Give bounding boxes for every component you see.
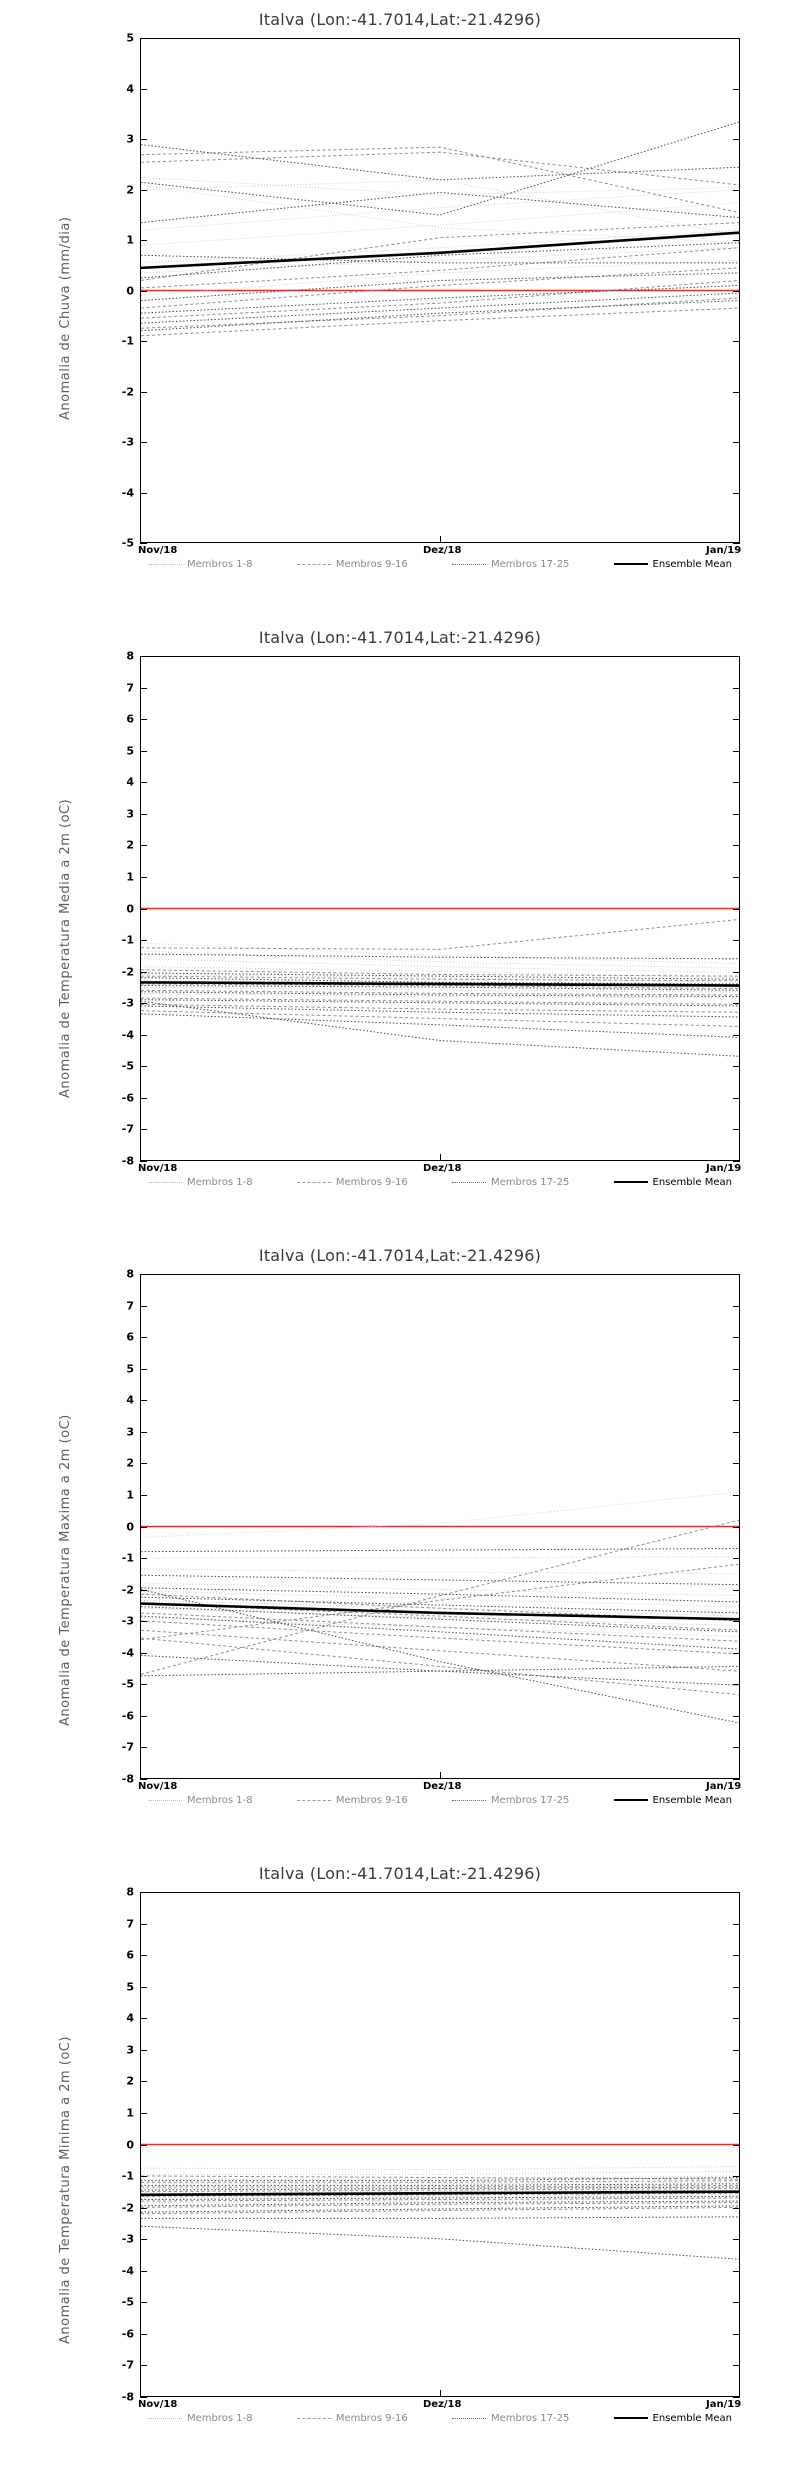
series-line bbox=[141, 982, 739, 985]
series-line bbox=[141, 1583, 739, 1596]
series-line bbox=[141, 1556, 739, 1558]
y-tick-mark-right bbox=[733, 1161, 740, 1162]
legend-swatch-icon bbox=[452, 564, 486, 565]
y-tick-label: 5 bbox=[126, 31, 134, 45]
legend-label: Membros 1-8 bbox=[187, 1176, 253, 1188]
y-tick-label: -5 bbox=[121, 2295, 134, 2309]
legend-item-membros-9-16 bbox=[297, 1795, 408, 1806]
series-line bbox=[141, 268, 739, 308]
y-tick-mark bbox=[140, 543, 147, 544]
y-tick-label: -5 bbox=[121, 1677, 134, 1691]
y-tick-label: -2 bbox=[121, 965, 134, 979]
y-tick-label: -8 bbox=[121, 1772, 134, 1786]
series-line bbox=[141, 1004, 739, 1012]
y-tick-label: -6 bbox=[121, 1709, 134, 1723]
legend bbox=[140, 1789, 740, 1811]
y-tick-label: 3 bbox=[126, 2043, 134, 2057]
legend-label: Ensemble Mean bbox=[652, 558, 732, 570]
series-line bbox=[141, 990, 739, 995]
y-tick-label: -1 bbox=[121, 2169, 134, 2183]
series-line bbox=[141, 1589, 739, 1723]
y-tick-label: -1 bbox=[121, 334, 134, 348]
y-tick-label: 0 bbox=[126, 2138, 134, 2151]
series-line bbox=[141, 1666, 739, 1675]
series-line bbox=[141, 1492, 739, 1538]
legend-label: Membros 17-25 bbox=[490, 1794, 570, 1806]
y-tick-label: -3 bbox=[121, 435, 134, 449]
y-tick-label: 2 bbox=[126, 2074, 134, 2088]
legend-item-ensemble-mean bbox=[614, 1177, 732, 1188]
series-line bbox=[141, 1569, 739, 1574]
x-tick-label: Dez/18 bbox=[423, 1163, 462, 1174]
series-lines bbox=[141, 1275, 739, 1778]
series-line bbox=[141, 2184, 739, 2186]
legend-label: Ensemble Mean bbox=[652, 1794, 732, 1806]
legend-item-membros-9-16 bbox=[297, 559, 408, 570]
series-line bbox=[141, 1014, 739, 1038]
series-line bbox=[141, 2217, 739, 2219]
legend-label: Membros 1-8 bbox=[187, 2412, 253, 2424]
y-tick-label: 5 bbox=[126, 1362, 134, 1376]
x-tick-label: Nov/18 bbox=[138, 2399, 178, 2410]
y-tick-label: 7 bbox=[126, 1299, 134, 1313]
legend-swatch-icon bbox=[297, 2418, 331, 2419]
legend-swatch-icon bbox=[148, 1182, 182, 1183]
legend-swatch-icon bbox=[614, 1799, 648, 1801]
y-tick-label: 1 bbox=[126, 1488, 134, 1502]
legend-item-ensemble-mean bbox=[614, 1795, 732, 1806]
series-line bbox=[141, 273, 739, 301]
y-tick-label: -2 bbox=[121, 1583, 134, 1597]
legend-swatch-icon bbox=[148, 2418, 182, 2419]
series-line bbox=[141, 1575, 739, 1584]
y-tick-label: -3 bbox=[121, 2232, 134, 2246]
series-line bbox=[141, 1638, 739, 1695]
legend-swatch-icon bbox=[148, 564, 182, 565]
y-tick-label: 5 bbox=[126, 1980, 134, 1994]
series-line bbox=[141, 285, 739, 313]
y-tick-label: -2 bbox=[121, 385, 134, 398]
y-tick-label: -4 bbox=[121, 1028, 134, 1042]
chart-panel-max-temperature bbox=[0, 1236, 800, 1854]
y-axis-label: Anomalia de Temperatura Maxima a 2m (oC) bbox=[58, 1414, 73, 1726]
y-tick-label: -1 bbox=[121, 933, 134, 947]
series-line bbox=[141, 243, 739, 278]
legend bbox=[140, 553, 740, 575]
x-tick-label: Nov/18 bbox=[138, 1163, 178, 1174]
y-tick-label: -5 bbox=[121, 1059, 134, 1073]
legend-swatch-icon bbox=[452, 2418, 486, 2419]
series-line bbox=[141, 255, 739, 263]
y-tick-label: 6 bbox=[126, 1330, 134, 1344]
x-tick-label: Dez/18 bbox=[423, 1781, 462, 1792]
y-tick-label: -1 bbox=[121, 1551, 134, 1565]
series-line bbox=[141, 920, 739, 950]
x-tick-label: Nov/18 bbox=[138, 545, 178, 556]
series-line bbox=[141, 1655, 739, 1685]
legend-label: Membros 9-16 bbox=[335, 1176, 408, 1188]
series-line bbox=[141, 122, 739, 215]
legend-swatch-icon bbox=[297, 1800, 331, 1801]
y-tick-label: 6 bbox=[126, 712, 134, 726]
legend-item-membros-1-8 bbox=[148, 2413, 253, 2424]
y-tick-label: 1 bbox=[126, 870, 134, 884]
series-line bbox=[141, 1549, 739, 1552]
legend-item-membros-9-16 bbox=[297, 2413, 408, 2424]
y-axis-label: Anomalia de Chuva (mm/dia) bbox=[58, 216, 73, 420]
y-tick-label: -4 bbox=[121, 486, 134, 499]
legend-label: Ensemble Mean bbox=[652, 2412, 732, 2424]
y-tick-label: 4 bbox=[126, 82, 134, 95]
series-line bbox=[141, 2171, 739, 2174]
y-tick-label: -3 bbox=[121, 996, 134, 1010]
legend-label: Membros 9-16 bbox=[335, 1794, 408, 1806]
y-tick-mark bbox=[140, 2397, 147, 2398]
chart-panel-mean-temperature bbox=[0, 618, 800, 1236]
plot-area bbox=[140, 656, 740, 1161]
y-tick-label: -2 bbox=[121, 2201, 134, 2215]
y-tick-label: 4 bbox=[126, 1393, 134, 1407]
legend-item-membros-17-25 bbox=[452, 559, 569, 570]
legend-swatch-icon bbox=[452, 1182, 486, 1183]
y-tick-label: -6 bbox=[121, 2327, 134, 2341]
y-tick-label: 3 bbox=[126, 1425, 134, 1439]
x-tick-label: Jan/19 bbox=[706, 2399, 742, 2410]
x-tick-label: Nov/18 bbox=[138, 1781, 178, 1792]
y-tick-label: 2 bbox=[126, 1456, 134, 1470]
y-tick-label: -7 bbox=[121, 1740, 134, 1754]
panel-title: Italva (Lon:-41.7014,Lat:-21.4296) bbox=[258, 1246, 542, 1265]
y-tick-label: -7 bbox=[121, 2358, 134, 2372]
y-tick-label: 0 bbox=[126, 1520, 134, 1533]
legend-item-membros-1-8 bbox=[148, 1795, 253, 1806]
y-axis-label: Anomalia de Temperatura Minima a 2m (oC) bbox=[58, 2036, 73, 2344]
series-line bbox=[141, 1616, 739, 1649]
series-line bbox=[141, 280, 739, 318]
legend-item-membros-17-25 bbox=[452, 1177, 569, 1188]
y-tick-label: 0 bbox=[126, 284, 134, 297]
y-tick-label: 4 bbox=[126, 2011, 134, 2025]
legend-item-membros-9-16 bbox=[297, 1177, 408, 1188]
x-tick-label: Jan/19 bbox=[706, 1781, 742, 1792]
legend-item-membros-17-25 bbox=[452, 1795, 569, 1806]
y-tick-mark bbox=[140, 1779, 147, 1780]
legend-swatch-icon bbox=[297, 564, 331, 565]
y-tick-label: -8 bbox=[121, 2390, 134, 2404]
legend-label: Membros 17-25 bbox=[490, 2412, 570, 2424]
legend-label: Ensemble Mean bbox=[652, 1176, 732, 1188]
series-line bbox=[141, 293, 739, 323]
series-line bbox=[141, 998, 739, 1004]
series-line bbox=[141, 2192, 739, 2195]
y-tick-label: 4 bbox=[126, 775, 134, 789]
y-tick-label: 7 bbox=[126, 1917, 134, 1931]
y-tick-label: 2 bbox=[126, 183, 134, 196]
y-tick-label: -8 bbox=[121, 1154, 134, 1168]
y-tick-label: -3 bbox=[121, 1614, 134, 1628]
y-tick-label: -5 bbox=[121, 536, 134, 550]
legend-label: Membros 9-16 bbox=[335, 558, 408, 570]
plot-area bbox=[140, 1274, 740, 1779]
y-tick-label: 2 bbox=[126, 838, 134, 852]
y-tick-label: 3 bbox=[126, 807, 134, 821]
series-line bbox=[141, 308, 739, 336]
legend-swatch-icon bbox=[614, 563, 648, 565]
plot-area bbox=[140, 1892, 740, 2397]
series-lines bbox=[141, 39, 739, 542]
y-tick-mark-right bbox=[733, 2397, 740, 2398]
panel-title: Italva (Lon:-41.7014,Lat:-21.4296) bbox=[258, 628, 542, 647]
legend-label: Membros 17-25 bbox=[490, 558, 570, 570]
series-line bbox=[141, 1000, 739, 1006]
y-tick-label: 1 bbox=[126, 2106, 134, 2120]
series-line bbox=[141, 954, 739, 959]
series-line bbox=[141, 951, 739, 968]
legend-label: Membros 1-8 bbox=[187, 558, 253, 570]
series-line bbox=[141, 185, 739, 243]
y-tick-label: 1 bbox=[126, 233, 134, 247]
series-line bbox=[141, 2207, 739, 2213]
y-tick-label: 8 bbox=[126, 1885, 134, 1899]
panel-title: Italva (Lon:-41.7014,Lat:-21.4296) bbox=[258, 1864, 542, 1883]
y-tick-mark-right bbox=[733, 543, 740, 544]
x-tick-label: Jan/19 bbox=[706, 1163, 742, 1174]
chart-panel-precipitation bbox=[0, 0, 800, 618]
series-line bbox=[141, 1588, 739, 1602]
x-tick-label: Jan/19 bbox=[706, 545, 742, 556]
y-tick-label: 7 bbox=[126, 681, 134, 695]
legend-label: Membros 17-25 bbox=[490, 1176, 570, 1188]
y-tick-label: 0 bbox=[126, 902, 134, 915]
series-line bbox=[141, 298, 739, 328]
legend-label: Membros 9-16 bbox=[335, 2412, 408, 2424]
y-tick-label: -4 bbox=[121, 2264, 134, 2278]
y-tick-mark-right bbox=[733, 1779, 740, 1780]
series-line bbox=[141, 1630, 739, 1671]
series-line bbox=[141, 190, 739, 230]
series-line bbox=[141, 943, 739, 963]
series-lines bbox=[141, 1893, 739, 2396]
legend-swatch-icon bbox=[297, 1182, 331, 1183]
y-tick-label: 8 bbox=[126, 649, 134, 663]
y-tick-label: 8 bbox=[126, 1267, 134, 1281]
legend-swatch-icon bbox=[614, 1181, 648, 1183]
series-line bbox=[141, 970, 739, 976]
legend-swatch-icon bbox=[148, 1800, 182, 1801]
y-tick-label: 6 bbox=[126, 1948, 134, 1962]
x-tick-label: Dez/18 bbox=[423, 2399, 462, 2410]
x-tick-label: Dez/18 bbox=[423, 545, 462, 556]
legend-label: Membros 1-8 bbox=[187, 1794, 253, 1806]
plot-area bbox=[140, 38, 740, 543]
legend-swatch-icon bbox=[452, 1800, 486, 1801]
legend bbox=[140, 2407, 740, 2429]
y-tick-label: -7 bbox=[121, 1122, 134, 1136]
y-axis-label: Anomalia de Temperatura Media a 2m (oC) bbox=[58, 798, 73, 1098]
legend-swatch-icon bbox=[614, 2417, 648, 2419]
y-tick-label: -6 bbox=[121, 1091, 134, 1105]
series-line bbox=[141, 2198, 739, 2201]
series-line bbox=[141, 192, 739, 222]
legend-item-membros-17-25 bbox=[452, 2413, 569, 2424]
legend-item-membros-1-8 bbox=[148, 559, 253, 570]
series-line bbox=[141, 230, 739, 263]
series-lines bbox=[141, 657, 739, 1160]
y-tick-label: 5 bbox=[126, 744, 134, 758]
y-tick-mark bbox=[140, 1161, 147, 1162]
series-line bbox=[141, 1011, 739, 1027]
series-line bbox=[141, 145, 739, 180]
legend-item-ensemble-mean bbox=[614, 559, 732, 570]
y-tick-label: 3 bbox=[126, 132, 134, 146]
y-tick-label: -4 bbox=[121, 1646, 134, 1660]
legend-item-membros-1-8 bbox=[148, 1177, 253, 1188]
series-line bbox=[141, 2167, 739, 2170]
legend bbox=[140, 1171, 740, 1193]
legend-item-ensemble-mean bbox=[614, 2413, 732, 2424]
panel-title: Italva (Lon:-41.7014,Lat:-21.4296) bbox=[258, 10, 542, 29]
series-line bbox=[141, 2226, 739, 2259]
chart-panel-min-temperature bbox=[0, 1854, 800, 2472]
